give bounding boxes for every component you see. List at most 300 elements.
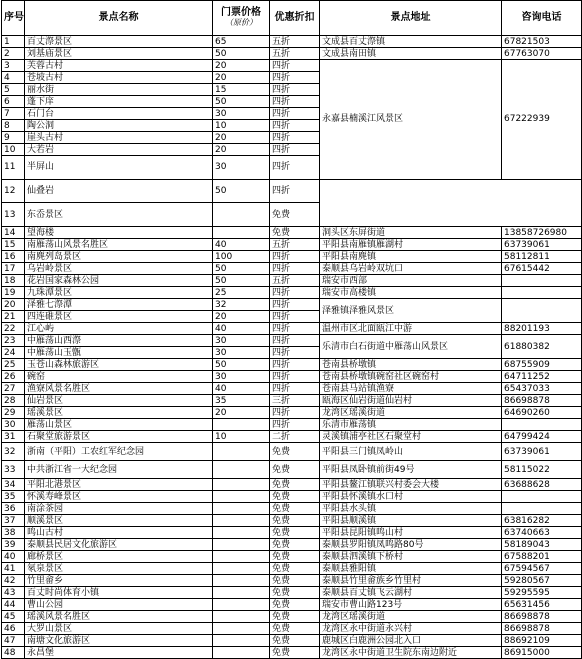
row-phone: 63816282 (502, 515, 582, 527)
row-name: 中雁荡山西漈 (25, 335, 213, 347)
row-phone: 86698878 (502, 623, 582, 635)
row-name: 芙蓉古村 (25, 60, 213, 72)
header-price-main: 门票价格 (221, 7, 261, 18)
table-row (2, 515, 582, 527)
table-row (2, 479, 582, 491)
row-name: 大罗山景区 (25, 623, 213, 635)
row-no: 24 (2, 347, 25, 359)
row-price: 50 (213, 96, 270, 108)
row-price: 25 (213, 287, 270, 299)
row-no: 4 (2, 72, 25, 84)
row-no: 30 (2, 419, 25, 431)
row-name: 碗窑 (25, 371, 213, 383)
row-phone: 88201193 (502, 323, 582, 335)
row-phone: 67763070 (502, 48, 582, 60)
row-address: 平阳县顺溪镇 (320, 515, 502, 527)
row-no: 13 (2, 203, 25, 227)
row-price: 40 (213, 383, 270, 395)
row-price: 100 (213, 251, 270, 263)
table-row (2, 287, 582, 299)
row-price (213, 443, 270, 461)
table-row (2, 431, 582, 443)
row-discount: 四折 (270, 371, 320, 383)
row-price (213, 479, 270, 491)
row-no: 43 (2, 587, 25, 599)
row-address: 泰顺县泗溪镇下桥村 (320, 551, 502, 563)
row-name: 南麂列岛景区 (25, 251, 213, 263)
row-name: 中共浙江省一大纪念园 (25, 461, 213, 479)
row-discount: 四折 (270, 323, 320, 335)
row-no: 25 (2, 359, 25, 371)
row-discount: 五折 (270, 239, 320, 251)
row-name: 丽水街 (25, 84, 213, 96)
row-discount: 四折 (270, 108, 320, 120)
row-discount: 四折 (270, 120, 320, 132)
table-row (2, 407, 582, 419)
row-price: 50 (213, 48, 270, 60)
row-discount: 免费 (270, 515, 320, 527)
row-name: 刘基庙景区 (25, 48, 213, 60)
table-row (2, 491, 582, 503)
row-name: 氡泉景区 (25, 563, 213, 575)
row-discount: 免费 (270, 587, 320, 599)
row-discount: 免费 (270, 203, 320, 227)
row-price: 65 (213, 36, 270, 48)
row-phone: 63688628 (502, 479, 582, 491)
row-no: 45 (2, 611, 25, 623)
row-price: 40 (213, 323, 270, 335)
row-phone (502, 299, 582, 323)
row-no: 9 (2, 132, 25, 144)
row-discount: 五折 (270, 48, 320, 60)
row-no: 31 (2, 431, 25, 443)
row-discount: 五折 (270, 275, 320, 287)
row-no: 1 (2, 36, 25, 48)
row-price: 20 (213, 60, 270, 72)
header-row (2, 1, 582, 36)
row-no: 46 (2, 623, 25, 635)
row-phone: 63739061 (502, 443, 582, 461)
row-name: 仙叠岩 (25, 179, 213, 203)
row-phone: 67222939 (502, 60, 582, 180)
row-discount: 四折 (270, 132, 320, 144)
row-phone: 86698878 (502, 611, 582, 623)
row-address: 泰顺县竹里畲族乡竹里村 (320, 575, 502, 587)
row-price (213, 539, 270, 551)
row-name: 泰顺县民居文化旅游区 (25, 539, 213, 551)
row-no: 18 (2, 275, 25, 287)
row-discount: 四折 (270, 287, 320, 299)
table-row (2, 203, 582, 227)
row-discount: 二折 (270, 431, 320, 443)
table-row (2, 227, 582, 239)
header-price (213, 1, 270, 36)
row-discount: 三折 (270, 395, 320, 407)
row-discount: 四折 (270, 96, 320, 108)
row-discount: 免费 (270, 443, 320, 461)
row-name: 陶公洞 (25, 120, 213, 132)
row-no: 29 (2, 407, 25, 419)
row-phone: 58189043 (502, 539, 582, 551)
row-price (213, 611, 270, 623)
row-address: 苍南县马站镇渔寮 (320, 383, 502, 395)
row-discount: 四折 (270, 299, 320, 311)
row-phone (502, 419, 582, 431)
row-address: 瑞安市高楼镇 (320, 287, 502, 299)
row-phone: 59295595 (502, 587, 582, 599)
row-name: 望海楼 (25, 227, 213, 239)
row-discount: 免费 (270, 539, 320, 551)
row-address: 平阳县昆阳镇鸣山村 (320, 527, 502, 539)
row-no: 7 (2, 108, 25, 120)
row-address: 龙湾区瑶溪街道 (320, 407, 502, 419)
row-price (213, 491, 270, 503)
row-name: 竹里畲乡 (25, 575, 213, 587)
row-discount: 四折 (270, 311, 320, 323)
row-price: 20 (213, 311, 270, 323)
row-discount: 四折 (270, 419, 320, 431)
row-phone: 67615442 (502, 263, 582, 275)
row-name: 平阳北港景区 (25, 479, 213, 491)
row-no: 2 (2, 48, 25, 60)
row-name: 瑶溪景区 (25, 407, 213, 419)
header-name: 景点名称 (25, 1, 213, 36)
row-name: 南塘文化旅游区 (25, 635, 213, 647)
row-discount: 免费 (270, 461, 320, 479)
row-address: 洞头区东屏街道 (320, 227, 502, 239)
row-price: 30 (213, 108, 270, 120)
row-address: 苍南县桥墩镇 (320, 359, 502, 371)
row-name: 乌岩岭景区 (25, 263, 213, 275)
row-name: 崖头古村 (25, 132, 213, 144)
row-no: 17 (2, 263, 25, 275)
row-phone: 86698878 (502, 395, 582, 407)
row-discount: 四折 (270, 60, 320, 72)
row-no: 40 (2, 551, 25, 563)
row-no: 35 (2, 491, 25, 503)
row-price: 10 (213, 120, 270, 132)
row-price: 20 (213, 144, 270, 156)
row-discount: 四折 (270, 359, 320, 371)
row-discount: 四折 (270, 263, 320, 275)
row-name: 百丈漈景区 (25, 36, 213, 48)
table-row (2, 599, 582, 611)
row-name: 南涂茶园 (25, 503, 213, 515)
row-discount: 免费 (270, 623, 320, 635)
row-phone: 64690260 (502, 407, 582, 419)
row-discount: 四折 (270, 179, 320, 203)
row-no: 28 (2, 395, 25, 407)
row-no: 10 (2, 144, 25, 156)
row-phone (502, 275, 582, 287)
table-row (2, 48, 582, 60)
row-phone: 58112811 (502, 251, 582, 263)
table-row (2, 587, 582, 599)
table-row (2, 36, 582, 48)
header-no: 序号 (2, 1, 25, 36)
row-phone: 65437033 (502, 383, 582, 395)
row-name: 仙岩景区 (25, 395, 213, 407)
row-discount: 免费 (270, 647, 320, 659)
row-address: 平阳县南麂镇 (320, 251, 502, 263)
row-phone: 63740663 (502, 527, 582, 539)
row-no: 48 (2, 647, 25, 659)
row-discount: 免费 (270, 491, 320, 503)
row-name: 四连碓景区 (25, 311, 213, 323)
table-row (2, 623, 582, 635)
row-phone: 67821503 (502, 36, 582, 48)
table-row (2, 323, 582, 335)
row-price (213, 647, 270, 659)
row-name: 鸣山古村 (25, 527, 213, 539)
table-row (2, 503, 582, 515)
table-row (2, 635, 582, 647)
row-no: 41 (2, 563, 25, 575)
row-phone: 67588201 (502, 551, 582, 563)
row-address: 龙湾区瑶溪街道 (320, 611, 502, 623)
row-price: 35 (213, 395, 270, 407)
row-address: 乐清市白石街道中雁荡山风景区 (320, 335, 502, 359)
table-row (2, 419, 582, 431)
row-phone: 67594567 (502, 563, 582, 575)
row-discount: 免费 (270, 227, 320, 239)
row-name: 永昌堡 (25, 647, 213, 659)
row-no: 3 (2, 60, 25, 72)
row-phone (502, 287, 582, 299)
row-discount: 免费 (270, 575, 320, 587)
row-price: 50 (213, 275, 270, 287)
row-discount: 免费 (270, 611, 320, 623)
row-address: 瓯海区仙岩街道仙岩村 (320, 395, 502, 407)
scenic-spots-table (1, 0, 582, 659)
table-row (2, 563, 582, 575)
row-address: 平阳县凤卧镇前街49号 (320, 461, 502, 479)
row-no: 14 (2, 227, 25, 239)
row-discount: 四折 (270, 407, 320, 419)
row-price (213, 563, 270, 575)
row-discount: 四折 (270, 347, 320, 359)
row-no: 32 (2, 443, 25, 461)
row-no: 8 (2, 120, 25, 132)
row-price (213, 419, 270, 431)
row-discount: 免费 (270, 599, 320, 611)
row-no: 36 (2, 503, 25, 515)
row-name: 大若岩 (25, 144, 213, 156)
row-phone: 88692109 (502, 635, 582, 647)
row-address: 泰顺县罗阳镇凤鸣路80号 (320, 539, 502, 551)
row-name: 廊桥景区 (25, 551, 213, 563)
row-no: 15 (2, 239, 25, 251)
table-row (2, 539, 582, 551)
table-row (2, 575, 582, 587)
row-discount: 免费 (270, 503, 320, 515)
row-address: 泰顺县百丈镇飞云湖村 (320, 587, 502, 599)
row-name: 南雁荡山风景名胜区 (25, 239, 213, 251)
row-address: 永嘉县楠溪江风景区 (320, 60, 502, 180)
row-no: 37 (2, 515, 25, 527)
table-row (2, 299, 582, 311)
row-name: 蓬下庠 (25, 96, 213, 108)
row-discount: 四折 (270, 335, 320, 347)
row-no: 21 (2, 311, 25, 323)
row-price: 20 (213, 72, 270, 84)
row-price (213, 527, 270, 539)
row-address: 平阳县三门镇凤岭山 (320, 443, 502, 461)
table-row (2, 335, 582, 347)
row-discount: 四折 (270, 156, 320, 180)
row-phone: 59280567 (502, 575, 582, 587)
row-name: 石门台 (25, 108, 213, 120)
row-address: 平阳县水头镇 (320, 503, 502, 515)
row-address: 泽雅镇泽雅风景区 (320, 299, 502, 323)
row-price: 30 (213, 371, 270, 383)
table-row (2, 395, 582, 407)
row-name: 浙南（平阳）工农红军纪念园 (25, 443, 213, 461)
table-row (2, 251, 582, 263)
row-name: 曹山公园 (25, 599, 213, 611)
header-addr: 景点地址 (320, 1, 502, 36)
table-row (2, 611, 582, 623)
table-row (2, 551, 582, 563)
row-price: 30 (213, 335, 270, 347)
row-name: 百丈时尚体育小镇 (25, 587, 213, 599)
row-price (213, 203, 270, 227)
row-no: 11 (2, 156, 25, 180)
row-price (213, 227, 270, 239)
row-address: 龙湾区永中街道永兴村 (320, 623, 502, 635)
row-no: 26 (2, 371, 25, 383)
row-no: 20 (2, 299, 25, 311)
row-discount: 四折 (270, 251, 320, 263)
table-row (2, 443, 582, 461)
row-price: 15 (213, 84, 270, 96)
table-row (2, 263, 582, 275)
row-price (213, 503, 270, 515)
table-body (2, 36, 582, 659)
row-name: 瑶溪风景名胜区 (25, 611, 213, 623)
row-price (213, 515, 270, 527)
row-phone: 61880382 (502, 335, 582, 359)
row-discount: 免费 (270, 563, 320, 575)
row-phone: 65631456 (502, 599, 582, 611)
row-address: 龙湾区永中街道卫生院东南边附近 (320, 647, 502, 659)
table-row (2, 383, 582, 395)
row-name: 渔寮风景名胜区 (25, 383, 213, 395)
row-price: 50 (213, 263, 270, 275)
row-price: 50 (213, 359, 270, 371)
row-no: 19 (2, 287, 25, 299)
row-address: 乐清市雁荡镇 (320, 419, 502, 431)
row-address: 鹿城区白鹿洲公园北入口 (320, 635, 502, 647)
row-no: 47 (2, 635, 25, 647)
row-no: 38 (2, 527, 25, 539)
row-discount: 免费 (270, 527, 320, 539)
row-address: 泰顺县雅阳镇 (320, 563, 502, 575)
row-price (213, 575, 270, 587)
row-no: 5 (2, 84, 25, 96)
row-discount: 四折 (270, 72, 320, 84)
row-phone (502, 491, 582, 503)
row-no: 44 (2, 599, 25, 611)
row-price: 50 (213, 179, 270, 203)
row-price (213, 599, 270, 611)
row-name: 中雁荡山玉甑 (25, 347, 213, 359)
row-address: 瑞安市曹山路123号 (320, 599, 502, 611)
row-no: 23 (2, 335, 25, 347)
row-price (213, 635, 270, 647)
row-price (213, 461, 270, 479)
table-row (2, 239, 582, 251)
row-address: 苍南县桥墩镇碗窑社区碗窑村 (320, 371, 502, 383)
row-phone: 58115022 (502, 461, 582, 479)
row-name: 雁荡山景区 (25, 419, 213, 431)
row-name: 顺溪景区 (25, 515, 213, 527)
row-no: 16 (2, 251, 25, 263)
row-address: 平阳县鳌江镇联兴村委会大楼 (320, 479, 502, 491)
table-row (2, 60, 582, 72)
row-name: 九珠潭景区 (25, 287, 213, 299)
header-phone: 咨询电话 (502, 1, 582, 36)
row-price (213, 587, 270, 599)
row-price: 20 (213, 132, 270, 144)
row-name: 怀溪寿峰景区 (25, 491, 213, 503)
row-price: 30 (213, 347, 270, 359)
row-address: 文成县百丈漈镇 (320, 36, 502, 48)
table-row (2, 179, 582, 203)
row-price (213, 623, 270, 635)
row-name: 泽雅七漈潭 (25, 299, 213, 311)
row-discount: 免费 (270, 551, 320, 563)
table-row (2, 647, 582, 659)
row-phone: 63739061 (502, 239, 582, 251)
row-phone (502, 503, 582, 515)
row-no: 6 (2, 96, 25, 108)
header-price-sub: （原价） (225, 18, 257, 27)
row-phone: 64799424 (502, 431, 582, 443)
row-price: 30 (213, 156, 270, 180)
row-name: 东岙景区 (25, 203, 213, 227)
row-phone: 13858726980 (502, 227, 582, 239)
row-no: 12 (2, 179, 25, 203)
row-name: 半屏山 (25, 156, 213, 180)
row-no: 34 (2, 479, 25, 491)
table-row (2, 275, 582, 287)
row-phone: 68755909 (502, 359, 582, 371)
table-row (2, 359, 582, 371)
table-row (2, 461, 582, 479)
header-discount: 优惠折扣 (270, 1, 320, 36)
table-row (2, 527, 582, 539)
row-price: 32 (213, 299, 270, 311)
row-discount: 免费 (270, 635, 320, 647)
row-name: 苍坡古村 (25, 72, 213, 84)
row-address: 泰顺县乌岩岭双坑口 (320, 263, 502, 275)
row-name: 玉苍山森林旅游区 (25, 359, 213, 371)
row-no: 33 (2, 461, 25, 479)
row-price (213, 551, 270, 563)
row-no: 42 (2, 575, 25, 587)
row-address: 温州市区北面瓯江中游 (320, 323, 502, 335)
row-price: 10 (213, 431, 270, 443)
row-phone: 64711252 (502, 371, 582, 383)
row-name: 江心屿 (25, 323, 213, 335)
row-price: 20 (213, 407, 270, 419)
row-discount: 四折 (270, 84, 320, 96)
row-no: 27 (2, 383, 25, 395)
table-row (2, 371, 582, 383)
row-phone: 86915000 (502, 647, 582, 659)
row-name: 石聚堂旅游景区 (25, 431, 213, 443)
